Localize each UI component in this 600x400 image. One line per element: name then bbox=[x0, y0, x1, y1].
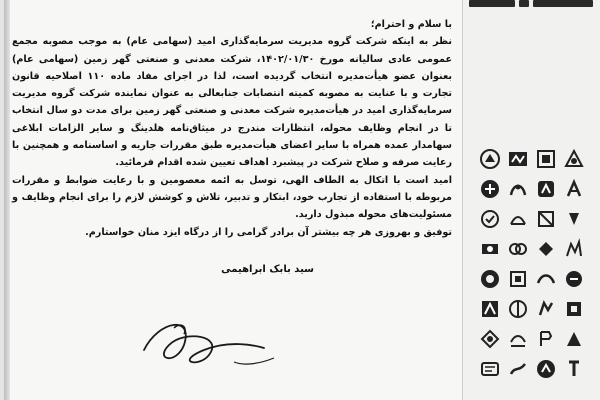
company-logo-6-icon bbox=[507, 178, 529, 200]
letter-paragraph-2: امید است با اتکال به الطاف الهی، توسل به ائمه معصومین و با رعایت ضوابط و مقررات مربوطه با استفاده از تجارب خود، ابتکار و تدبیر، تلاش و کوشش لازم را برای انجام وظایف و مسئولیت‌های محوله مبذول دارید. bbox=[12, 174, 452, 221]
company-logo-25-icon bbox=[479, 328, 501, 350]
letter-page bbox=[4, 0, 462, 400]
letter-greeting: با سلام و احترام؛ bbox=[370, 19, 452, 30]
company-logo-32-icon bbox=[563, 358, 585, 380]
company-logo-7-icon bbox=[535, 178, 557, 200]
company-logo-18-icon bbox=[507, 268, 529, 290]
letterhead-top-strip bbox=[463, 0, 600, 10]
company-logo-12-icon bbox=[563, 208, 585, 230]
company-logo-10-icon bbox=[507, 208, 529, 230]
company-logo-21-icon bbox=[479, 298, 501, 320]
letter-body bbox=[12, 16, 452, 241]
company-logo-27-icon bbox=[535, 328, 557, 350]
company-logo-8-icon bbox=[563, 178, 585, 200]
company-logo-20-icon bbox=[563, 268, 585, 290]
company-logo-29-icon bbox=[479, 358, 501, 380]
company-logo-26-icon bbox=[507, 328, 529, 350]
company-logo-1-icon bbox=[479, 148, 501, 170]
company-logo-16-icon bbox=[563, 238, 585, 260]
company-logo-31-icon bbox=[535, 358, 557, 380]
company-logo-14-icon bbox=[507, 238, 529, 260]
company-logo-17-icon bbox=[479, 268, 501, 290]
company-logo-19-icon bbox=[535, 268, 557, 290]
letter-paragraph-1: نظر به اینکه شرکت گروه مدیریت سرمایه‌گذاری امید (سهامی عام) به موجب مصوبه مجمع عمومی عادی سالیانه مورخ ۱۴۰۲/۰۱/۳۰، شرکت معدنی و صنعتی گهر زمین (سهامی عام) بعنوان عضو هیأت‌مدیره انتخاب گردیده است، لذا در اجرای مفاد ماده ۱۱۰ اصلاحیه قانون تجارت و با عنایت به مصوبه کمیته انتصابات جنابعالی به عنوان نماینده شرکت گروه مدیریت سرمایه‌گذاری امید در هیأت‌مدیره شرکت معدنی و صنعتی گهر زمین برای مدت دو سال انتخاب تا در انجام وظایف محوله، انتظارات مندرج در میثاق‌نامه هلدینگ و سایر الزامات ابلاغی سهامدار عمده همراه با سایر اعضای هیأت‌مدیره طبق مقررات جاریه و اساسنامه و همچنین با رعایت صرفه و صلاح شرکت در پیشبرد اهداف تعیین شده اقدام فرمائید. bbox=[12, 36, 452, 169]
company-logo-15-icon bbox=[535, 238, 557, 260]
company-logo-4-icon bbox=[563, 148, 585, 170]
company-logo-22-icon bbox=[507, 298, 529, 320]
company-logo-5-icon bbox=[479, 178, 501, 200]
company-logo-13-icon bbox=[479, 238, 501, 260]
letter-paragraph-3: توفیق و بهروزی هر چه بیشتر آن برادر گرامی را از درگاه ایزد منان خواستارم. bbox=[85, 226, 452, 238]
company-logo-28-icon bbox=[563, 328, 585, 350]
signer-name: سید بابک ابراهیمی bbox=[221, 264, 314, 275]
subsidiary-logos-grid bbox=[475, 148, 595, 384]
company-logo-23-icon bbox=[535, 298, 557, 320]
page-edge-shadow bbox=[4, 0, 10, 400]
company-logo-3-icon bbox=[535, 148, 557, 170]
company-logo-2-icon bbox=[507, 148, 529, 170]
company-logo-11-icon bbox=[535, 208, 557, 230]
letterhead-sidebar bbox=[462, 0, 600, 400]
company-logo-30-icon bbox=[507, 358, 529, 380]
handwritten-signature bbox=[114, 300, 314, 380]
company-logo-9-icon bbox=[479, 208, 501, 230]
company-logo-24-icon bbox=[563, 298, 585, 320]
